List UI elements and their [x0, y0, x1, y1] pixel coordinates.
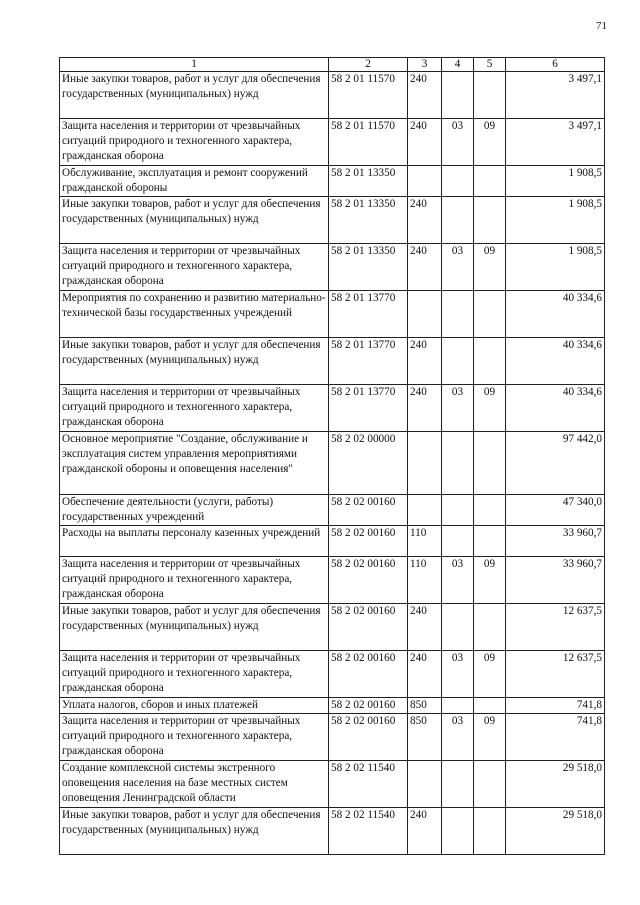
- row-vr: 850: [408, 714, 442, 761]
- row-sum: 12 637,5: [506, 604, 605, 651]
- row-rz: 03: [442, 119, 474, 166]
- row-pr: [474, 291, 506, 338]
- row-code: 58 2 01 13350: [329, 244, 408, 291]
- row-pr: [474, 72, 506, 119]
- row-pr: [474, 526, 506, 557]
- row-sum: 47 340,0: [506, 495, 605, 526]
- row-name: Иные закупки товаров, работ и услуг для обеспечения государственных (муниципальных) нужд: [60, 72, 329, 119]
- row-rz: [442, 495, 474, 526]
- table-row: [60, 698, 605, 714]
- table-row: [60, 495, 605, 526]
- row-name: Обслуживание, эксплуатация и ремонт сооружений гражданской обороны: [60, 166, 329, 197]
- row-vr: 240: [408, 72, 442, 119]
- row-pr: 09: [474, 119, 506, 166]
- table-row: [60, 385, 605, 432]
- row-vr: 240: [408, 119, 442, 166]
- row-vr: 240: [408, 338, 442, 385]
- row-code: 58 2 02 00160: [329, 651, 408, 698]
- row-pr: [474, 432, 506, 495]
- row-name: Создание комплексной системы экстренного оповещения населения на базе местных систем оповещения Ленинградской области: [60, 761, 329, 808]
- table-row: [60, 651, 605, 698]
- table-row: [60, 432, 605, 495]
- row-name: Иные закупки товаров, работ и услуг для обеспечения государственных (муниципальных) нужд: [60, 338, 329, 385]
- table-row: [60, 338, 605, 385]
- row-rz: [442, 604, 474, 651]
- row-pr: 09: [474, 557, 506, 604]
- row-code: 58 2 02 00160: [329, 604, 408, 651]
- row-code: 58 2 02 11540: [329, 761, 408, 808]
- row-pr: 09: [474, 385, 506, 432]
- row-name: Иные закупки товаров, работ и услуг для обеспечения государственных (муниципальных) нужд: [60, 197, 329, 244]
- page-number: 71: [596, 20, 607, 32]
- row-pr: 09: [474, 244, 506, 291]
- row-pr: [474, 761, 506, 808]
- row-pr: [474, 808, 506, 855]
- row-vr: 240: [408, 651, 442, 698]
- row-code: 58 2 02 00160: [329, 698, 408, 714]
- row-sum: 97 442,0: [506, 432, 605, 495]
- row-pr: [474, 604, 506, 651]
- row-sum: 3 497,1: [506, 72, 605, 119]
- header-col-name: 1: [60, 58, 329, 72]
- budget-table: [59, 57, 605, 855]
- row-vr: 850: [408, 698, 442, 714]
- row-pr: [474, 197, 506, 244]
- row-vr: 240: [408, 385, 442, 432]
- row-vr: [408, 166, 442, 197]
- row-rz: 03: [442, 651, 474, 698]
- header-col-sum: 6: [506, 58, 605, 72]
- row-code: 58 2 02 00000: [329, 432, 408, 495]
- row-pr: [474, 338, 506, 385]
- row-code: 58 2 01 11570: [329, 72, 408, 119]
- row-rz: [442, 761, 474, 808]
- row-pr: 09: [474, 714, 506, 761]
- row-pr: 09: [474, 651, 506, 698]
- row-rz: [442, 197, 474, 244]
- row-name: Защита населения и территории от чрезвычайных ситуаций природного и техногенного характера, гражданская оборона: [60, 119, 329, 166]
- table-row: [60, 72, 605, 119]
- row-code: 58 2 02 00160: [329, 714, 408, 761]
- row-sum: 40 334,6: [506, 291, 605, 338]
- row-code: 58 2 01 13770: [329, 385, 408, 432]
- row-sum: 29 518,0: [506, 808, 605, 855]
- row-sum: 3 497,1: [506, 119, 605, 166]
- row-rz: [442, 808, 474, 855]
- row-rz: [442, 526, 474, 557]
- row-pr: [474, 495, 506, 526]
- row-name: Защита населения и территории от чрезвычайных ситуаций природного и техногенного характера, гражданская оборона: [60, 244, 329, 291]
- row-name: Защита населения и территории от чрезвычайных ситуаций природного и техногенного характера, гражданская оборона: [60, 714, 329, 761]
- row-sum: 1 908,5: [506, 166, 605, 197]
- row-rz: [442, 698, 474, 714]
- header-col-rz: 4: [442, 58, 474, 72]
- table-row: [60, 166, 605, 197]
- row-sum: 12 637,5: [506, 651, 605, 698]
- row-sum: 741,8: [506, 714, 605, 761]
- row-sum: 741,8: [506, 698, 605, 714]
- row-vr: 240: [408, 197, 442, 244]
- row-pr: [474, 698, 506, 714]
- row-vr: 240: [408, 808, 442, 855]
- row-sum: 33 960,7: [506, 557, 605, 604]
- row-name: Иные закупки товаров, работ и услуг для обеспечения государственных (муниципальных) нужд: [60, 604, 329, 651]
- table-row: [60, 244, 605, 291]
- row-code: 58 2 01 11570: [329, 119, 408, 166]
- table-row: [60, 604, 605, 651]
- row-vr: [408, 291, 442, 338]
- row-name: Защита населения и территории от чрезвычайных ситуаций природного и техногенного характера, гражданская оборона: [60, 385, 329, 432]
- row-rz: 03: [442, 244, 474, 291]
- row-vr: [408, 761, 442, 808]
- row-sum: 1 908,5: [506, 244, 605, 291]
- row-sum: 29 518,0: [506, 761, 605, 808]
- row-sum: 1 908,5: [506, 197, 605, 244]
- row-code: 58 2 02 00160: [329, 557, 408, 604]
- row-name: Обеспечение деятельности (услуги, работы) государственных учреждений: [60, 495, 329, 526]
- row-vr: 240: [408, 604, 442, 651]
- row-code: 58 2 01 13770: [329, 338, 408, 385]
- header-col-vr: 3: [408, 58, 442, 72]
- row-code: 58 2 01 13350: [329, 197, 408, 244]
- row-vr: [408, 495, 442, 526]
- table-row: [60, 761, 605, 808]
- table-row: [60, 526, 605, 557]
- row-rz: [442, 338, 474, 385]
- table-row: [60, 197, 605, 244]
- row-code: 58 2 01 13770: [329, 291, 408, 338]
- row-rz: [442, 432, 474, 495]
- row-rz: [442, 166, 474, 197]
- row-rz: [442, 72, 474, 119]
- row-vr: [408, 432, 442, 495]
- row-name: Мероприятия по сохранению и развитию материально-технической базы государственных учреждений: [60, 291, 329, 338]
- row-sum: 33 960,7: [506, 526, 605, 557]
- row-name: Иные закупки товаров, работ и услуг для обеспечения государственных (муниципальных) нужд: [60, 808, 329, 855]
- row-name: Расходы на выплаты персоналу казенных учреждений: [60, 526, 329, 557]
- row-name: Основное мероприятие "Создание, обслуживание и эксплуатация систем управления мероприятиями гражданской обороны и оповещения населения": [60, 432, 329, 495]
- row-pr: [474, 166, 506, 197]
- row-sum: 40 334,6: [506, 338, 605, 385]
- row-vr: 110: [408, 557, 442, 604]
- row-name: Защита населения и территории от чрезвычайных ситуаций природного и техногенного характера, гражданская оборона: [60, 557, 329, 604]
- row-code: 58 2 02 00160: [329, 495, 408, 526]
- header-row: [60, 58, 605, 72]
- row-vr: 110: [408, 526, 442, 557]
- header-col-pr: 5: [474, 58, 506, 72]
- row-name: Уплата налогов, сборов и иных платежей: [60, 698, 329, 714]
- row-rz: 03: [442, 714, 474, 761]
- table-row: [60, 557, 605, 604]
- row-code: 58 2 02 00160: [329, 526, 408, 557]
- table-row: [60, 808, 605, 855]
- table-row: [60, 714, 605, 761]
- row-rz: 03: [442, 557, 474, 604]
- header-col-code: 2: [329, 58, 408, 72]
- row-code: 58 2 02 11540: [329, 808, 408, 855]
- table-row: [60, 119, 605, 166]
- row-rz: 03: [442, 385, 474, 432]
- row-rz: [442, 291, 474, 338]
- row-vr: 240: [408, 244, 442, 291]
- table-row: [60, 291, 605, 338]
- row-sum: 40 334,6: [506, 385, 605, 432]
- row-name: Защита населения и территории от чрезвычайных ситуаций природного и техногенного характера, гражданская оборона: [60, 651, 329, 698]
- row-code: 58 2 01 13350: [329, 166, 408, 197]
